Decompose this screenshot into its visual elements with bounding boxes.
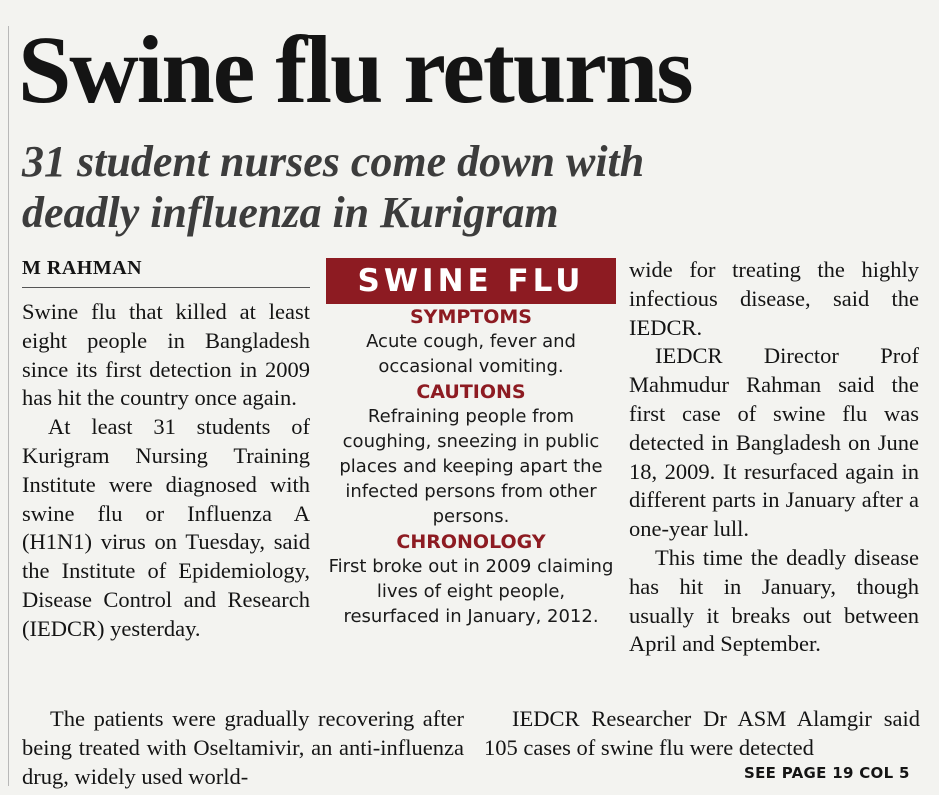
headline: Swine flu returns — [18, 16, 692, 123]
article-column-3 — [629, 256, 919, 659]
paragraph: The patients were gradually recovering after being treated with Oseltamivir, an anti-influenza drug, widely used world- — [22, 706, 464, 789]
symptoms-heading: SYMPTOMS — [410, 306, 532, 328]
jump-line: SEE PAGE 19 COL 5 — [744, 764, 910, 782]
cautions-text: Refraining people from coughing, sneezing in public places and keeping apart the infected persons from other persons. — [339, 406, 603, 527]
subheadline-line-2: deadly influenza in Kurigram — [22, 188, 559, 237]
article-column-1 — [22, 298, 310, 644]
article-bottom-right — [484, 704, 920, 762]
cautions-heading: CAUTIONS — [416, 381, 526, 403]
paragraph: Swine flu that killed at least eight people in Bangladesh since its first detection in 2009 has hit the country once again. — [22, 299, 310, 411]
paragraph: This time the deadly disease has hit in January, though usually it breaks out between April and September. — [629, 544, 919, 657]
subheadline-line-1: 31 student nurses come down with — [22, 137, 645, 186]
factbox-banner: SWINE FLU — [326, 258, 616, 304]
article-bottom-left — [22, 704, 464, 791]
byline: M RAHMAN — [22, 257, 143, 279]
paragraph: IEDCR Director Prof Mahmudur Rahman said the first case of swine flu was detected in Bangladesh on June 18, 2009. It resurfaced again in different parts in January after a one-year lull. — [629, 343, 919, 542]
swine-flu-factbox — [326, 258, 616, 629]
paragraph: wide for treating the highly infectious disease, said the IEDCR. — [629, 257, 919, 340]
subheadline — [22, 136, 922, 238]
chronology-text: First broke out in 2009 claiming lives of eight people, resurfaced in January, 2012. — [328, 556, 614, 627]
paragraph: IEDCR Researcher Dr ASM Alamgir said 105 cases of swine flu were detected — [484, 706, 920, 760]
column-rule — [8, 26, 9, 786]
paragraph: At least 31 students of Kurigram Nursing Training Institute were diagnosed with swine flu or Influenza A (H1N1) virus on Tuesday, said the Institute of Epidemiology, Disease Control and Research (IEDCR) yesterday. — [22, 414, 310, 641]
symptoms-text: Acute cough, fever and occasional vomiting. — [366, 331, 576, 377]
byline-rule — [22, 287, 310, 288]
chronology-heading: CHRONOLOGY — [396, 531, 546, 553]
